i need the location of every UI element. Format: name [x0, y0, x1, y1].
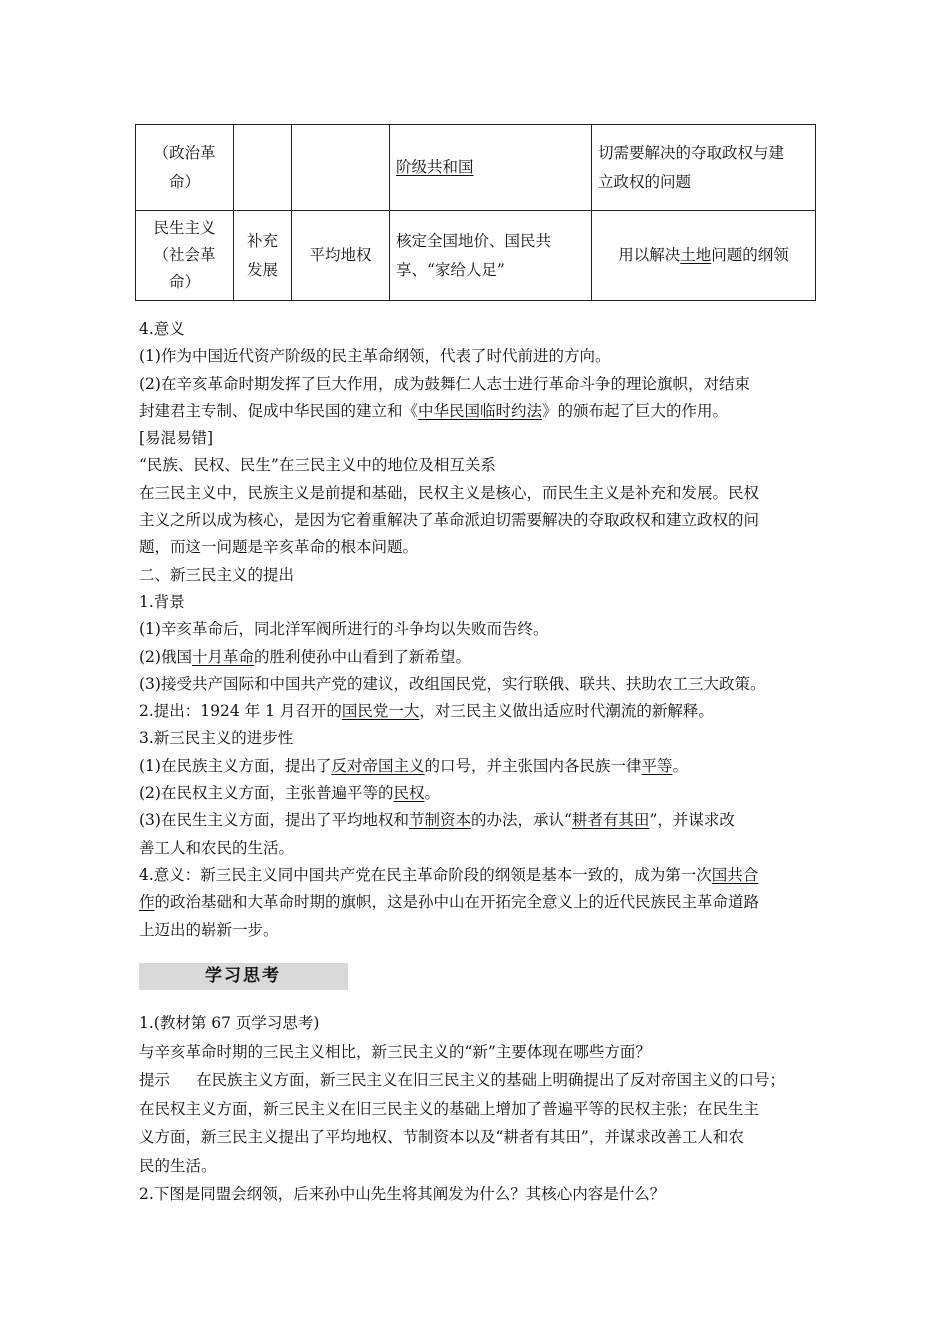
table-cell: 阶级共和国 — [390, 125, 592, 211]
paragraph: (1)作为中国近代资产阶级的民主革命纲领，代表了时代前进的方向。 — [139, 347, 611, 366]
paragraph: 善工人和农民的生活。 — [139, 838, 295, 857]
table-cell: 民生主义 （社会革 命） — [136, 211, 234, 301]
paragraph: (3)接受共产国际和中国共产党的建议，改组国民党，实行联俄、联共、扶助农工三大政策。 — [139, 674, 766, 693]
paragraph: 义方面，新三民主义提出了平均地权、节制资本以及“耕者有其田”，并谋求改善工人和农 — [139, 1128, 744, 1146]
section-title: 3.新三民主义的进步性 — [139, 729, 294, 748]
table-cell: 核定全国地价、国民共 享、“家给人足” — [390, 211, 592, 301]
paragraph: 作的政治基础和大革命时期的旗帜，这是孙中山在开拓完全意义上的近代民族民主革命道路 — [139, 893, 760, 912]
confuse-tag: [易混易错] — [139, 429, 214, 448]
table-row — [136, 125, 816, 211]
table-cell: （政治革 命） — [136, 125, 234, 211]
study-heading-label: 学习思考 — [205, 966, 281, 986]
paragraph: (1)辛亥革命后，同北洋军阀所进行的斗争均以失败而告终。 — [139, 620, 549, 639]
paragraph: 在三民主义中，民族主义是前提和基础，民权主义是核心，而民生主义是补充和发展。民权 — [139, 483, 760, 502]
section-title: 1.背景 — [139, 592, 185, 611]
table-cell — [234, 125, 292, 211]
sanmin-table — [135, 124, 816, 301]
paragraph: 封建君主专制、促成中华民国的建立和《中华民国临时约法》的颁布起了巨大的作用。 — [139, 401, 729, 420]
section-title: 4.意义 — [139, 320, 185, 338]
question-source: 1.(教材第 67 页学习思考) — [139, 1014, 320, 1032]
question: 2.下图是同盟会纲领，后来孙中山先生将其阐发为什么？其核心内容是什么？ — [139, 1185, 666, 1203]
study-heading — [139, 963, 348, 990]
table-cell: 用以解决土地问题的纲领 — [592, 211, 816, 301]
paragraph: (2)在民权主义方面，主张普遍平等的民权。 — [139, 784, 440, 803]
hint: 提示 在民族主义方面，新三民主义在旧三民主义的基础上明确提出了反对帝国主义的口号； — [139, 1071, 786, 1089]
paragraph: (2)俄国十月革命的胜利使孙中山看到了新希望。 — [139, 647, 471, 666]
paragraph: 上迈出的崭新一步。 — [139, 920, 279, 939]
paragraph: (2)在辛亥革命时期发挥了巨大作用，成为鼓舞仁人志士进行革命斗争的理论旗帜，对结束 — [139, 374, 750, 393]
paragraph: (1)在民族主义方面，提出了反对帝国主义的口号，并主张国内各民族一律平等。 — [139, 756, 689, 775]
table-cell: 平均地权 — [292, 211, 390, 301]
confuse-title: “民族、民权、民生”在三民主义中的地位及相互关系 — [139, 456, 496, 475]
paragraph: 4.意义：新三民主义同中国共产党在民主革命阶段的纲领是基本一致的，成为第一次国共合 — [139, 865, 759, 884]
study-text — [139, 1009, 819, 1209]
paragraph: 民的生活。 — [139, 1156, 217, 1175]
table-cell — [292, 125, 390, 211]
table-row — [136, 211, 816, 301]
hint-label: 提示 — [139, 1071, 171, 1089]
paragraph: (3)在民生主义方面，提出了平均地权和节制资本的办法，承认“耕者有其田”，并谋求改 — [139, 811, 735, 830]
paragraph: 在民权主义方面，新三民主义在旧三民主义的基础上增加了普遍平等的民权主张；在民生主 — [139, 1099, 760, 1118]
table-cell: 切需要解决的夺取政权与建 立政权的问题 — [592, 125, 816, 211]
paragraph: 2.提出：1924 年 1 月召开的国民党一大，对三民主义做出适应时代潮流的新解释。 — [139, 702, 714, 721]
table-cell: 补充 发展 — [234, 211, 292, 301]
body-text — [139, 316, 819, 944]
question: 与辛亥革命时期的三民主义相比，新三民主义的“新”主要体现在哪些方面？ — [139, 1042, 651, 1061]
paragraph: 主义之所以成为核心，是因为它着重解决了革命派迫切需要解决的夺取政权和建立政权的问 — [139, 511, 760, 530]
part-title: 二、新三民主义的提出 — [139, 565, 295, 584]
paragraph: 题，而这一问题是辛亥革命的根本问题。 — [139, 538, 419, 557]
